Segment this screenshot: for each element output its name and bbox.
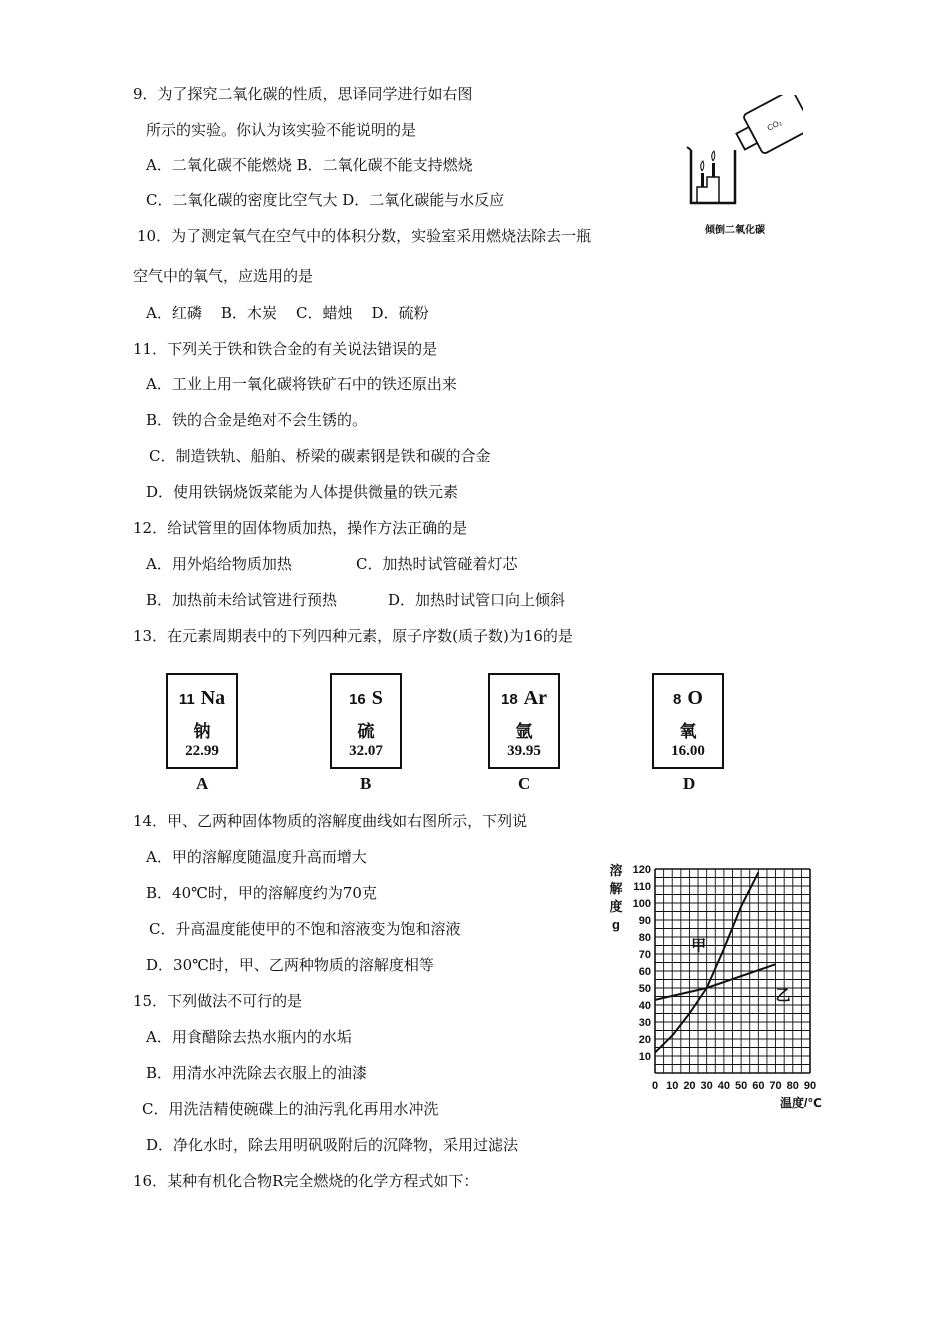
element-number: 16 <box>349 691 366 708</box>
element-mass: 39.95 <box>507 743 541 759</box>
y-tick-label: 110 <box>633 881 651 893</box>
x-tick-label: 90 <box>803 1080 817 1092</box>
q14-option-b: B．40℃时，甲的溶解度约为70克 <box>146 884 377 902</box>
element-label-d: D <box>683 774 696 793</box>
y-tick-label: 120 <box>632 864 651 876</box>
q10-options: A．红磷 B．木炭 C．蜡烛 D．硫粉 <box>146 304 429 322</box>
element-symbol: Na <box>200 687 226 709</box>
y-tick-label: 80 <box>638 932 651 944</box>
q15-option-c: C．用洗洁精使碗碟上的油污乳化再用水冲洗 <box>142 1100 439 1118</box>
q10-stem-line1: 10．为了测定氧气在空气中的体积分数，实验室采用燃烧法除去一瓶 <box>137 227 592 245</box>
element-name: 氩 <box>515 722 533 742</box>
q9-stem-line1: 9．为了探究二氧化碳的性质，思译同学进行如右图 <box>133 85 473 103</box>
element-label-a: A <box>196 774 209 793</box>
q10-stem-line2: 空气中的氧气，应选用的是 <box>133 267 314 285</box>
q15-option-d: D．净化水时，除去用明矾吸附后的沉降物，采用过滤法 <box>146 1136 519 1154</box>
q12-option-b: B．加热前未给试管进行预热 <box>146 591 338 609</box>
x-tick-label: 60 <box>752 1080 765 1092</box>
q14-option-a: A．甲的溶解度随温度升高而增大 <box>146 848 367 866</box>
co2-experiment-figure <box>683 95 803 245</box>
element-label-b: B <box>360 774 372 793</box>
q11-stem: 11．下列关于铁和铁合金的有关说法错误的是 <box>133 340 438 358</box>
chart-x-axis-label: 温度/℃ <box>780 1096 822 1110</box>
q11-option-b: B．铁的合金是绝对不会生锈的。 <box>146 411 368 429</box>
q14-option-c: C．升高温度能使甲的不饱和溶液变为饱和溶液 <box>149 920 461 938</box>
series-label-yi: 乙 <box>775 986 791 1004</box>
element-symbol: S <box>371 687 383 709</box>
y-tick-label: 90 <box>638 915 651 927</box>
element-mass: 16.00 <box>671 743 705 759</box>
element-symbol: Ar <box>523 687 547 709</box>
q9-options-ab: A．二氧化碳不能燃烧 B．二氧化碳不能支持燃烧 <box>146 156 473 174</box>
element-card-ar <box>488 673 560 769</box>
y-label-char: 解 <box>609 881 623 896</box>
element-symbol: O <box>687 687 703 709</box>
element-number: 11 <box>178 691 195 708</box>
q12-option-c: C．加热时试管碰着灯芯 <box>356 555 518 573</box>
q12-option-d: D．加热时试管口向上倾斜 <box>388 591 566 609</box>
q9-options-cd: C．二氧化碳的密度比空气大 D．二氧化碳能与水反应 <box>146 191 505 209</box>
x-tick-label: 10 <box>666 1080 679 1092</box>
q11-option-c: C．制造铁轨、船舶、桥梁的碳素钢是铁和碳的合金 <box>149 447 491 465</box>
x-tick-label: 30 <box>700 1080 713 1092</box>
solubility-chart <box>600 855 850 1110</box>
y-tick-label: 40 <box>638 1000 651 1012</box>
chart-y-axis-label <box>609 863 623 932</box>
q14-stem: 14．甲、乙两种固体物质的溶解度曲线如右图所示，下列说 <box>133 812 528 830</box>
q11-option-d: D．使用铁锅烧饭菜能为人体提供微量的铁元素 <box>146 483 459 501</box>
q12-option-a: A．用外焰给物质加热 <box>146 555 292 573</box>
q16-stem: 16．某种有机化合物R完全燃烧的化学方程式如下： <box>133 1172 479 1190</box>
element-name: 氧 <box>679 722 697 742</box>
element-number: 8 <box>673 691 682 708</box>
element-label-c: C <box>518 774 531 793</box>
element-card-s <box>330 673 402 769</box>
x-tick-label: 50 <box>734 1080 748 1092</box>
x-tick-label: 20 <box>683 1080 696 1092</box>
x-tick-label: 80 <box>786 1080 799 1092</box>
y-tick-label: 60 <box>638 966 651 978</box>
element-card-o <box>652 673 724 769</box>
y-label-char: 度 <box>609 899 623 914</box>
y-tick-label: 70 <box>638 949 651 961</box>
y-tick-label: 30 <box>638 1017 651 1029</box>
element-mass: 22.99 <box>185 743 219 759</box>
q12-stem: 12．给试管里的固体物质加热，操作方法正确的是 <box>133 519 468 537</box>
series-label-jia: 甲 <box>691 937 707 955</box>
y-label-char: g <box>612 917 620 932</box>
y-tick-label: 100 <box>632 898 651 910</box>
co2-bottle-label: CO₂ <box>765 117 784 133</box>
q11-option-a: A．工业上用一氧化碳将铁矿石中的铁还原出来 <box>146 375 457 393</box>
x-tick-label: 40 <box>717 1080 731 1092</box>
q15-stem: 15．下列做法不可行的是 <box>133 992 303 1010</box>
element-name: 钠 <box>193 722 211 742</box>
element-card-na <box>166 673 238 769</box>
q14-option-d: D．30℃时，甲、乙两种物质的溶解度相等 <box>146 956 434 974</box>
co2-figure-caption: 倾倒二氧化碳 <box>705 225 765 236</box>
element-name: 硫 <box>357 722 375 742</box>
q15-option-b: B．用清水冲洗除去衣服上的油漆 <box>146 1064 368 1082</box>
element-mass: 32.07 <box>349 743 383 759</box>
y-label-char: 溶 <box>609 863 623 878</box>
x-tick-label: 70 <box>769 1080 782 1092</box>
q9-stem-line2: 所示的实验。你认为该实验不能说明的是 <box>146 121 417 139</box>
q13-stem: 13．在元素周期表中的下列四种元素，原子序数(质子数)为16的是 <box>133 627 573 645</box>
element-number: 18 <box>500 691 518 708</box>
x-tick-label: 0 <box>651 1080 659 1092</box>
y-tick-label: 10 <box>638 1051 651 1063</box>
q15-option-a: A．用食醋除去热水瓶内的水垢 <box>146 1028 352 1046</box>
y-tick-label: 20 <box>638 1034 651 1046</box>
y-tick-label: 50 <box>638 983 651 995</box>
